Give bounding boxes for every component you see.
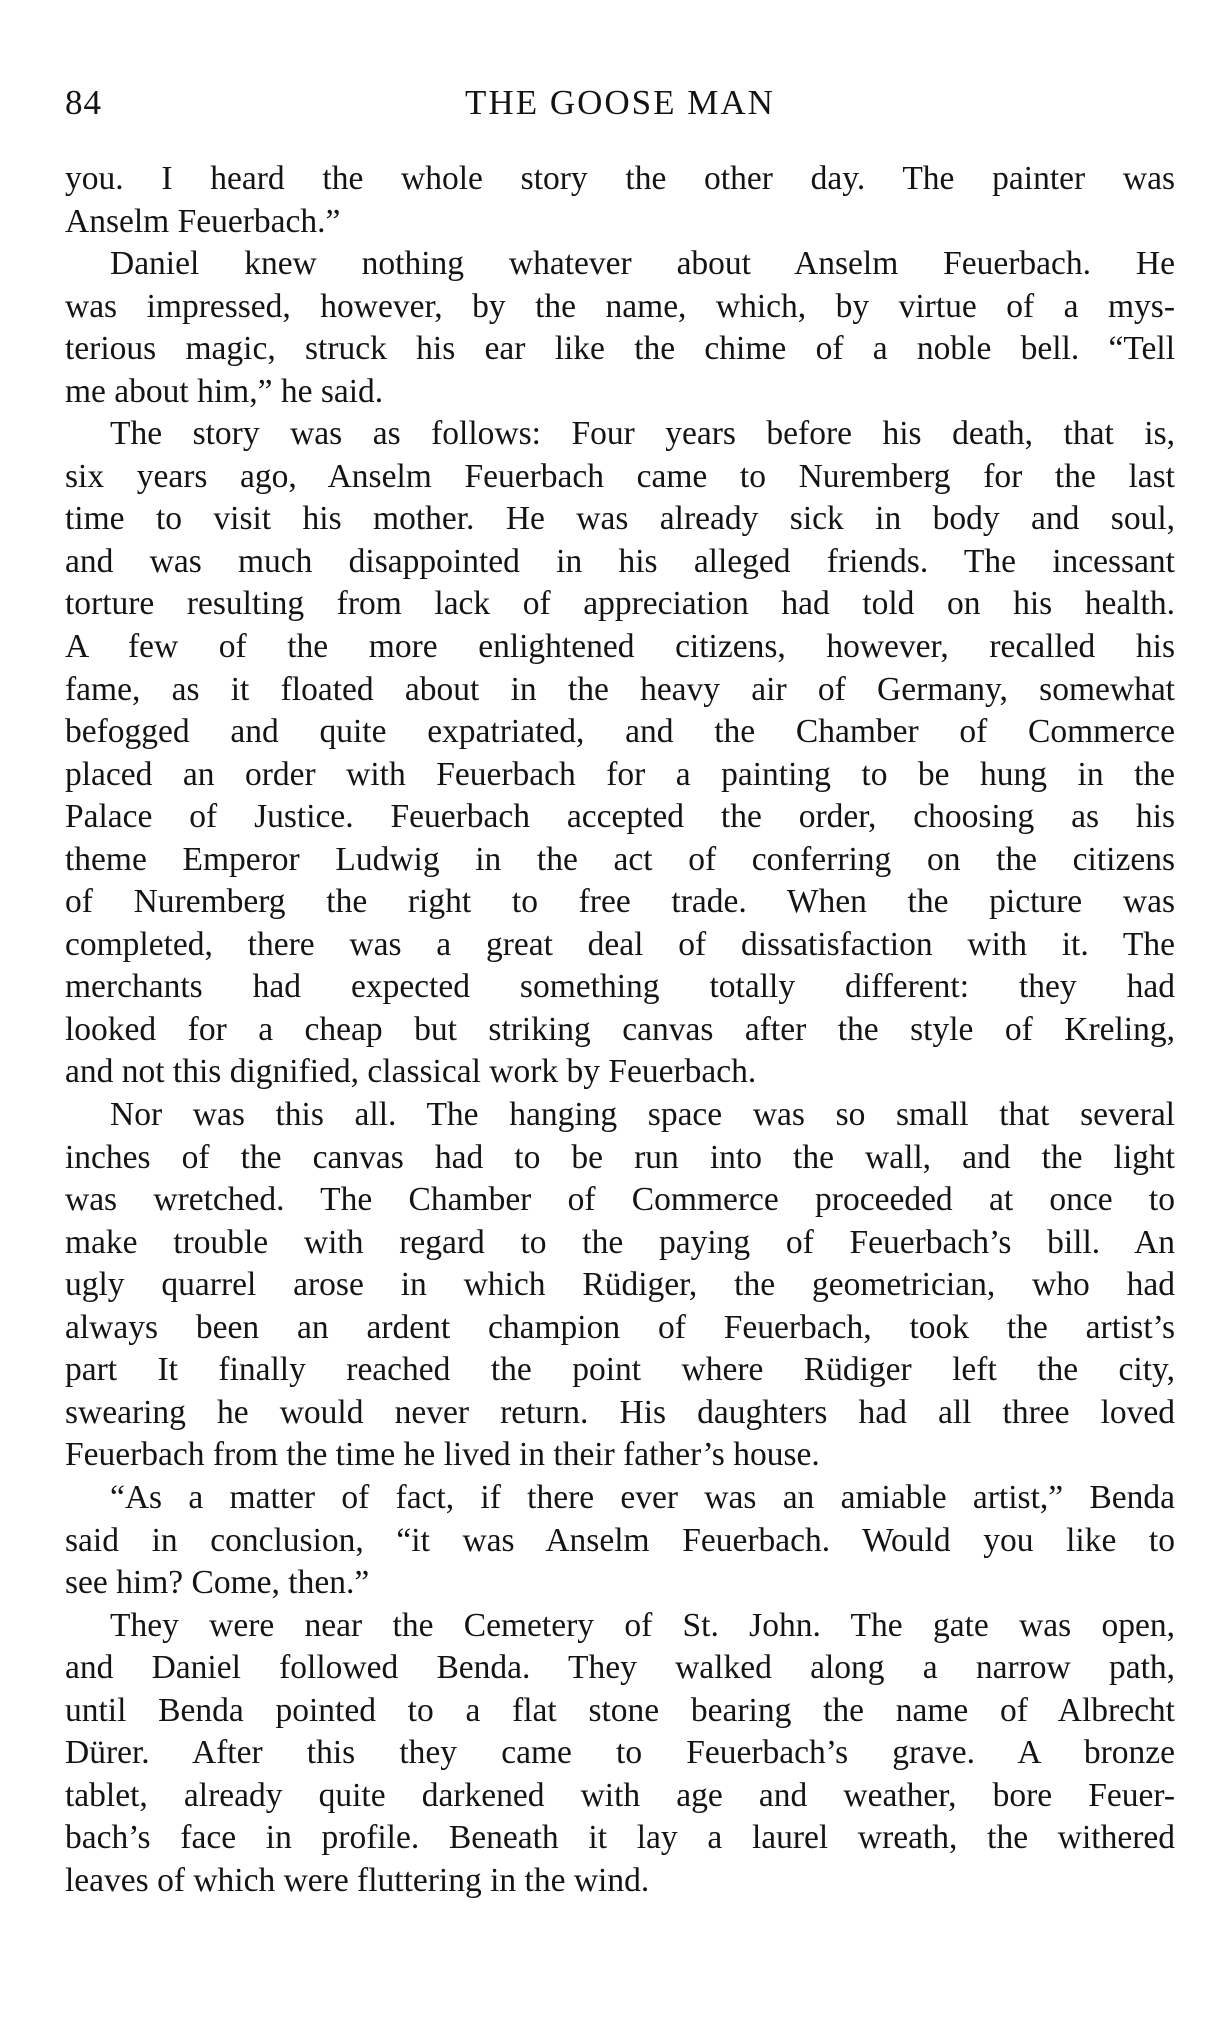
- text-line: swearing he would never return. His daughters had all three loved: [65, 1393, 1175, 1431]
- text-line: looked for a cheap but striking canvas after the style of Kreling,: [65, 1010, 1175, 1048]
- paragraph: [65, 1477, 1175, 1605]
- text-line: inches of the canvas had to be run into the wall, and the light: [65, 1138, 1175, 1176]
- text-line: placed an order with Feuerbach for a painting to be hung in the: [65, 755, 1175, 793]
- text-line: A few of the more enlightened citizens, however, recalled his: [65, 628, 1175, 666]
- text-line: bach’s face in profile. Beneath it lay a laurel wreath, the withered: [65, 1819, 1175, 1857]
- body-text: [65, 158, 1175, 1902]
- text-line: Palace of Justice. Feuerbach accepted the order, choosing as his: [65, 798, 1175, 836]
- text-line: see him? Come, then.”: [65, 1564, 370, 1602]
- text-line: of Nuremberg the right to free trade. When the picture was: [65, 883, 1175, 921]
- text-line: me about him,” he said.: [65, 372, 384, 410]
- text-line: Dürer. After this they came to Feuerbach’s grave. A bronze: [65, 1734, 1175, 1772]
- text-line: part It finally reached the point where Rüdiger left the city,: [65, 1351, 1175, 1389]
- text-line: Anselm Feuerbach.”: [65, 202, 341, 240]
- text-line: always been an ardent champion of Feuerbach, took the artist’s: [65, 1308, 1175, 1346]
- text-line: befogged and quite expatriated, and the Chamber of Commerce: [65, 713, 1175, 751]
- text-line: They were near the Cemetery of St. John. The gate was open,: [110, 1606, 1175, 1644]
- text-line: ugly quarrel arose in which Rüdiger, the geometrician, who had: [65, 1266, 1175, 1304]
- text-line: The story was as follows: Four years before his death, that is,: [110, 415, 1175, 453]
- text-line: merchants had expected something totally different: they had: [65, 968, 1175, 1006]
- text-line: until Benda pointed to a flat stone bearing the name of Albrecht: [65, 1691, 1175, 1729]
- text-line: make trouble with regard to the paying of Feuerbach’s bill. An: [65, 1223, 1175, 1261]
- text-line: was wretched. The Chamber of Commerce proceeded at once to: [65, 1181, 1175, 1219]
- text-line: terious magic, struck his ear like the chime of a noble bell. “Tell: [65, 330, 1175, 368]
- text-line: completed, there was a great deal of dissatisfaction with it. The: [65, 925, 1175, 963]
- text-line: you. I heard the whole story the other day. The painter was: [65, 160, 1175, 197]
- text-line: and was much disappointed in his alleged friends. The incessant: [65, 542, 1175, 580]
- text-line: said in conclusion, “it was Anselm Feuerbach. Would you like to: [65, 1521, 1175, 1559]
- paragraph: [65, 1605, 1175, 1903]
- paragraph: [65, 1094, 1175, 1477]
- text-line: and Daniel followed Benda. They walked along a narrow path,: [65, 1649, 1175, 1687]
- text-line: “As a matter of fact, if there ever was an amiable artist,” Benda: [110, 1478, 1175, 1516]
- paragraph: [65, 158, 1175, 243]
- paragraph: [65, 243, 1175, 413]
- text-line: and not this dignified, classical work by Feuerbach.: [65, 1053, 757, 1091]
- text-line: Daniel knew nothing whatever about Anselm Feuerbach. He: [110, 245, 1175, 283]
- text-line: leaves of which were fluttering in the wind.: [65, 1861, 650, 1899]
- text-line: was impressed, however, by the name, which, by virtue of a mys-: [65, 287, 1175, 325]
- text-line: six years ago, Anselm Feuerbach came to Nuremberg for the last: [65, 457, 1175, 495]
- text-line: tablet, already quite darkened with age and weather, bore Feuer-: [65, 1776, 1175, 1814]
- text-line: Nor was this all. The hanging space was so small that several: [110, 1096, 1175, 1134]
- paragraph: [65, 413, 1175, 1094]
- text-line: torture resulting from lack of appreciation had told on his health.: [65, 585, 1175, 623]
- text-line: fame, as it floated about in the heavy air of Germany, somewhat: [65, 670, 1175, 708]
- running-head: [65, 78, 1175, 128]
- text-line: time to visit his mother. He was already sick in body and soul,: [65, 500, 1175, 538]
- page-number: 84: [65, 83, 102, 122]
- text-line: theme Emperor Ludwig in the act of conferring on the citizens: [65, 840, 1175, 878]
- running-title: THE GOOSE MAN: [465, 83, 775, 122]
- text-line: Feuerbach from the time he lived in their father’s house.: [65, 1436, 820, 1474]
